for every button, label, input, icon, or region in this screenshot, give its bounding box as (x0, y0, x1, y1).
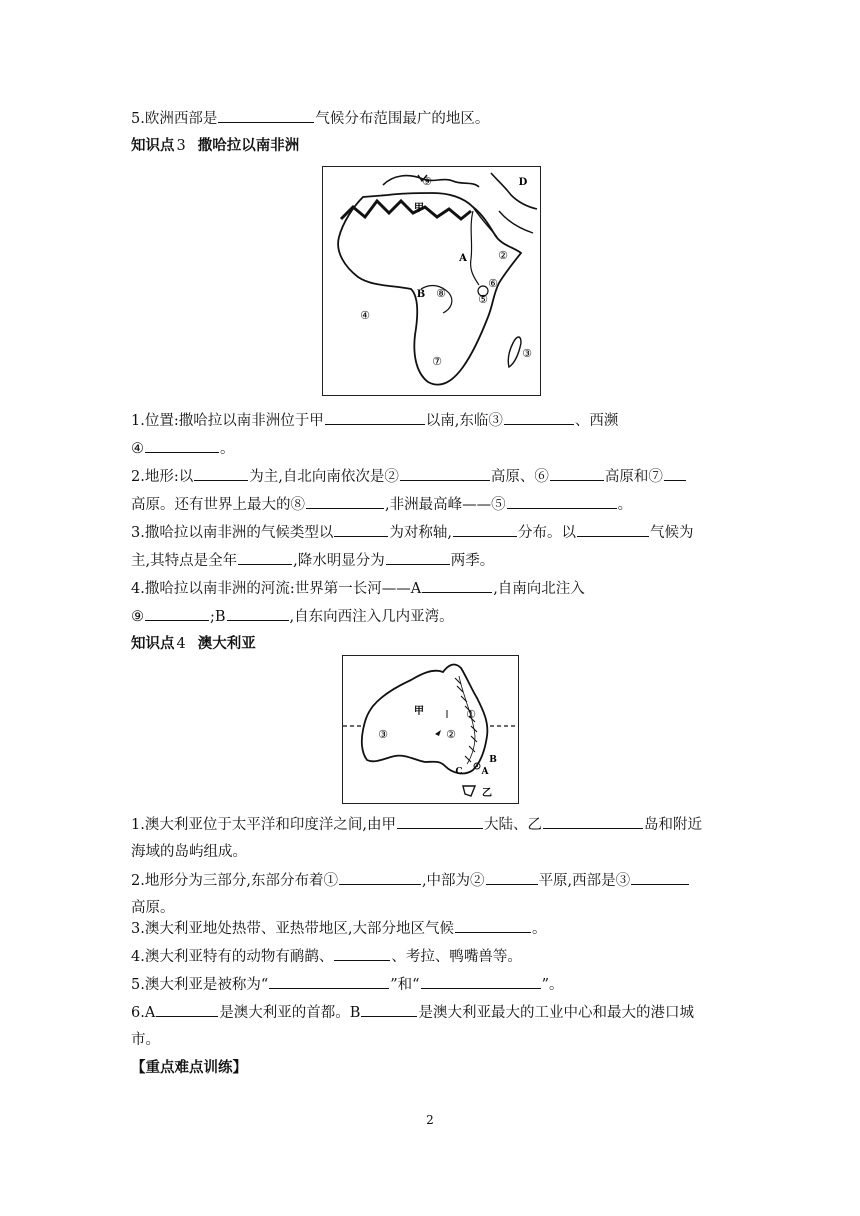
answer-blank[interactable] (325, 410, 425, 425)
australia-map-drawing (343, 656, 518, 803)
map-label: A (459, 253, 467, 264)
answer-blank[interactable] (156, 1002, 218, 1017)
question-text: 高原。还有世界上最大的⑧ (131, 497, 305, 513)
section-title: 撒哈拉以南非洲 (197, 137, 300, 154)
map-label: ⑨ (422, 175, 432, 188)
map-label: ② (446, 728, 456, 741)
answer-blank[interactable] (361, 1002, 417, 1017)
question-text: 1.位置:撒哈拉以南非洲位于甲 (131, 413, 324, 429)
question-text: 平原,西部是③ (538, 873, 631, 889)
answer-blank[interactable] (145, 606, 209, 621)
question-text: 2.地形分为三部分,东部分布着① (131, 873, 338, 889)
question-line (131, 974, 731, 995)
answer-blank[interactable] (339, 870, 421, 885)
question-line (131, 842, 731, 862)
answer-blank[interactable] (334, 946, 390, 961)
question-text: 为主,自北向南依次是② (249, 469, 399, 485)
map-label: ① (466, 708, 476, 721)
training-heading (131, 1058, 731, 1078)
map-label: ⑦ (432, 355, 442, 368)
question-line (131, 466, 731, 487)
answer-blank[interactable] (453, 522, 517, 537)
question-text: ④ (131, 441, 144, 457)
question-line (131, 946, 731, 967)
question-text: 以南,东临③ (425, 413, 503, 429)
question-text: 5.澳大利亚是被称为“ (131, 977, 269, 993)
question-text: 是澳大利亚的首都。B (219, 1005, 361, 1021)
section-title: 澳大利亚 (197, 635, 256, 652)
map-label: C (455, 767, 463, 777)
answer-blank[interactable] (194, 466, 248, 481)
question-text: 4.撒哈拉以南非洲的河流:世界第一长河——A (131, 581, 422, 597)
answer-blank[interactable] (631, 870, 689, 885)
question-text: 为对称轴, (389, 525, 452, 541)
question-text: 是澳大利亚最大的工业中心和最大的港口城 (418, 1005, 694, 1021)
map-label: ③ (522, 347, 532, 360)
question-text: 高原、⑥ (490, 469, 549, 485)
question-line (131, 870, 731, 891)
question-text: 气候分布范围最广的地区。 (315, 111, 490, 127)
australia-map (342, 655, 519, 804)
map-label: 甲 (414, 706, 424, 717)
question-line (131, 410, 731, 431)
section-number: 4 (176, 636, 186, 652)
answer-blank[interactable] (421, 974, 541, 989)
question-text: 。 (617, 497, 633, 513)
answer-blank[interactable] (334, 522, 388, 537)
question-line (131, 918, 731, 939)
answer-blank[interactable] (486, 870, 538, 885)
question-text: ”。 (541, 977, 564, 993)
section-heading (131, 136, 731, 156)
question-line (131, 578, 731, 599)
question-line (131, 1002, 731, 1023)
question-line (131, 522, 731, 543)
question-line (131, 814, 731, 835)
map-label: 甲 (414, 203, 424, 214)
question-text: ,非洲最高峰——⑤ (385, 497, 506, 513)
question-text: ”和“ (390, 977, 420, 993)
question-text: 岛和附近 (643, 817, 702, 833)
map-label: ④ (360, 309, 370, 322)
map-label: ③ (378, 728, 388, 741)
answer-blank[interactable] (507, 494, 617, 509)
question-text: ⑨ (131, 609, 144, 625)
answer-blank[interactable] (386, 550, 450, 565)
question-text: 高原。 (131, 900, 175, 916)
answer-blank[interactable] (577, 522, 649, 537)
question-line (131, 438, 731, 459)
question-text: ,自南向北注入 (493, 581, 585, 597)
section-number: 3 (176, 138, 186, 154)
answer-blank[interactable] (269, 974, 389, 989)
map-label: A (481, 767, 489, 777)
question-text: 主,其特点是全年 (131, 553, 238, 569)
question-text: 。 (531, 921, 547, 937)
answer-blank[interactable] (306, 494, 384, 509)
answer-blank[interactable] (550, 466, 604, 481)
answer-blank[interactable] (455, 918, 531, 933)
question-text: 海域的岛屿组成。 (131, 844, 247, 860)
map-label: B (416, 289, 426, 300)
answer-blank[interactable] (400, 466, 490, 481)
question-text: 气候为 (649, 525, 694, 541)
map-label: 乙 (482, 788, 492, 799)
section-label: 知识点 (131, 137, 175, 154)
africa-map-drawing (323, 167, 540, 395)
answer-blank[interactable] (238, 550, 292, 565)
map-label: B (489, 755, 497, 765)
answer-blank[interactable] (504, 410, 574, 425)
question-text: 6.A (131, 1005, 156, 1021)
question-line (131, 898, 731, 918)
question-text: 3.撒哈拉以南非洲的气候类型以 (131, 525, 334, 541)
answer-blank[interactable] (664, 466, 686, 481)
section-label: 知识点 (131, 635, 175, 652)
question-text: 高原和⑦ (604, 469, 663, 485)
africa-map (322, 166, 541, 396)
answer-blank[interactable] (227, 606, 289, 621)
question-text: 5.欧洲西部是 (131, 111, 218, 127)
map-label: ⑧ (436, 287, 446, 300)
map-label: ⑤ (478, 293, 488, 306)
question-text: 市。 (131, 1032, 160, 1048)
map-label: ⑥ (488, 277, 498, 290)
question-text: 2.地形:以 (131, 469, 194, 485)
question-line (131, 550, 731, 571)
question-text: ;B (210, 609, 226, 625)
question-line (131, 606, 731, 627)
answer-blank[interactable] (397, 814, 483, 829)
question-line (131, 494, 731, 515)
question-text: 1.澳大利亚位于太平洋和印度洋之间,由甲 (131, 817, 396, 833)
training-title: 【重点难点训练】 (131, 1059, 247, 1076)
question-text: ,自东向西注入几内亚湾。 (289, 609, 454, 625)
question-text: 两季。 (450, 553, 495, 569)
map-label: ② (498, 249, 508, 262)
page-number: 2 (426, 1113, 434, 1127)
question-text: 、西濒 (574, 413, 619, 429)
question-text: 、考拉、鸭嘴兽等。 (391, 949, 522, 965)
question-text: 3.澳大利亚地处热带、亚热带地区,大部分地区气候 (131, 921, 454, 937)
question-text: ,降水明显分为 (293, 553, 385, 569)
answer-blank[interactable] (543, 814, 643, 829)
answer-blank[interactable] (218, 108, 314, 123)
map-label: D (518, 177, 528, 188)
question-text: ,中部为② (421, 873, 485, 889)
question-text: 大陆、乙 (483, 817, 542, 833)
section-heading (131, 634, 731, 654)
question-text: 分布。以 (517, 525, 576, 541)
question-text: 。 (220, 441, 235, 457)
question-text: 4.澳大利亚特有的动物有鸸鹋、 (131, 949, 334, 965)
answer-blank[interactable] (145, 438, 219, 453)
answer-blank[interactable] (422, 578, 492, 593)
question-line (131, 108, 731, 129)
question-line (131, 1030, 731, 1050)
